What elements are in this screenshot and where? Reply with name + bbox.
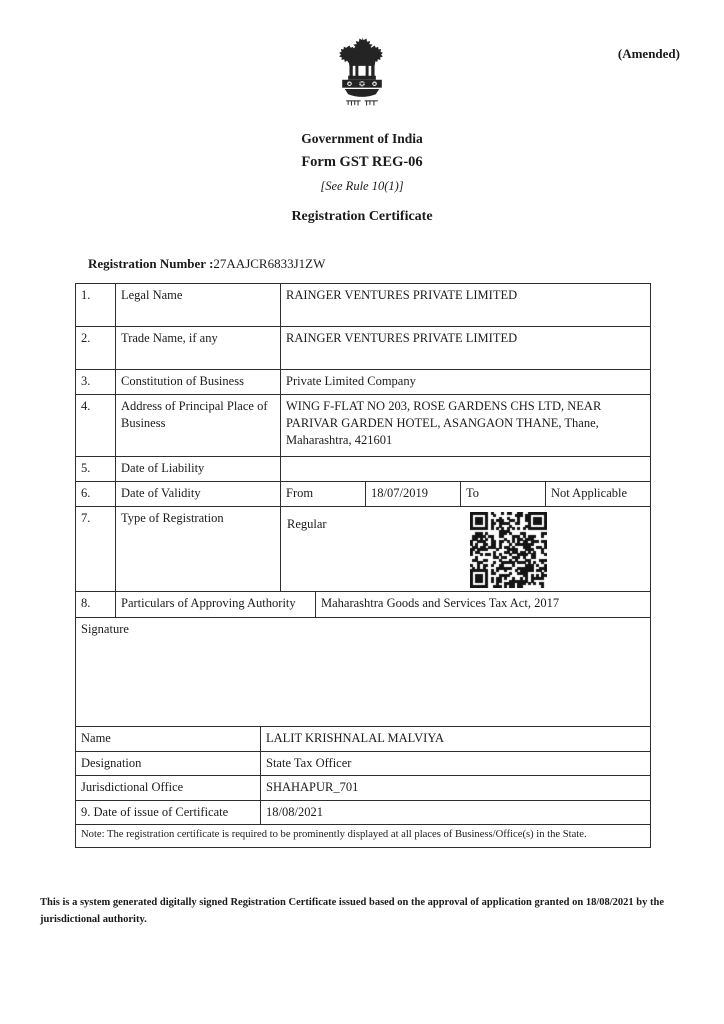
row-label: Date of Liability <box>116 457 281 482</box>
table-row <box>76 457 651 482</box>
row-value: Maharashtra Goods and Services Tax Act, 2017 <box>316 592 651 618</box>
row-value <box>281 457 651 482</box>
header-government: Government of India <box>301 131 423 146</box>
row-value: RAINGER VENTURES PRIVATE LIMITED <box>281 284 651 327</box>
officer-label: 9. Date of issue of Certificate <box>76 800 261 824</box>
qr-code <box>470 512 547 588</box>
officer-value: LALIT KRISHNALAL MALVIYA <box>261 727 651 752</box>
row-value: RAINGER VENTURES PRIVATE LIMITED <box>281 327 651 370</box>
row-label: Particulars of Approving Authority <box>116 592 316 618</box>
registration-number-label: Registration Number : <box>88 256 214 271</box>
officer-row <box>76 752 651 776</box>
registration-number-value: 27AAJCR6833J1ZW <box>213 256 326 271</box>
registration-type-value: Regular <box>287 517 327 531</box>
row-label: Legal Name <box>116 284 281 327</box>
officer-row <box>76 800 651 824</box>
row-label: Address of Principal Place of Business <box>116 395 281 457</box>
header-form-title: Form GST REG-06 <box>301 154 423 170</box>
validity-to-label: To <box>461 482 546 507</box>
table-row <box>76 507 651 592</box>
row-value <box>281 507 651 592</box>
certificate-title: Registration Certificate <box>291 209 433 224</box>
signature-row <box>76 618 651 727</box>
row-number: 4. <box>76 395 116 457</box>
row-label: Date of Validity <box>116 482 281 507</box>
row-number: 1. <box>76 284 116 327</box>
row-value: Private Limited Company <box>281 370 651 395</box>
table-row <box>76 370 651 395</box>
emblem-of-india-icon <box>329 36 395 109</box>
table-row <box>76 482 651 507</box>
amended-label: (Amended) <box>617 46 680 61</box>
row-number: 7. <box>76 507 116 592</box>
row-number: 6. <box>76 482 116 507</box>
validity-from-label: From <box>281 482 366 507</box>
table-row <box>76 327 651 370</box>
row-label: Trade Name, if any <box>116 327 281 370</box>
officer-label: Name <box>76 727 261 752</box>
row-label: Type of Registration <box>116 507 281 592</box>
signature-label: Signature <box>76 618 651 727</box>
table-row <box>76 284 651 327</box>
row-number: 3. <box>76 370 116 395</box>
row-value: WING F-FLAT NO 203, ROSE GARDENS CHS LTD, NEAR PARIVAR GARDEN HOTEL, ASANGAON THANE, Thane, Maharashtra, 421601 <box>281 395 651 457</box>
table-row <box>76 592 651 618</box>
officer-value: 18/08/2021 <box>261 800 651 824</box>
row-number: 8. <box>76 592 116 618</box>
row-label: Constitution of Business <box>116 370 281 395</box>
footer-text: This is a system generated digitally signed Registration Certificate issued based on the approval of application granted on 18/08/2021 by the jurisdictional authority. <box>40 897 664 926</box>
validity-to-value: Not Applicable <box>546 482 651 507</box>
officer-value: SHAHAPUR_701 <box>261 775 651 800</box>
officer-row <box>76 727 651 752</box>
header-rule: [See Rule 10(1)] <box>320 179 404 193</box>
row-number: 2. <box>76 327 116 370</box>
satyameva-jayate-motto <box>346 101 378 106</box>
row-number: 5. <box>76 457 116 482</box>
officer-label: Designation <box>76 752 261 776</box>
registration-number <box>88 256 325 272</box>
note-text: Note: The registration certificate is required to be prominently displayed at all places of Business/Office(s) in the State. <box>76 824 651 847</box>
officer-row <box>76 775 651 800</box>
officer-label: Jurisdictional Office <box>76 775 261 800</box>
validity-from-value: 18/07/2019 <box>366 482 461 507</box>
note-row <box>76 824 651 847</box>
table-row <box>76 395 651 457</box>
registration-table <box>75 283 651 848</box>
officer-value: State Tax Officer <box>261 752 651 776</box>
